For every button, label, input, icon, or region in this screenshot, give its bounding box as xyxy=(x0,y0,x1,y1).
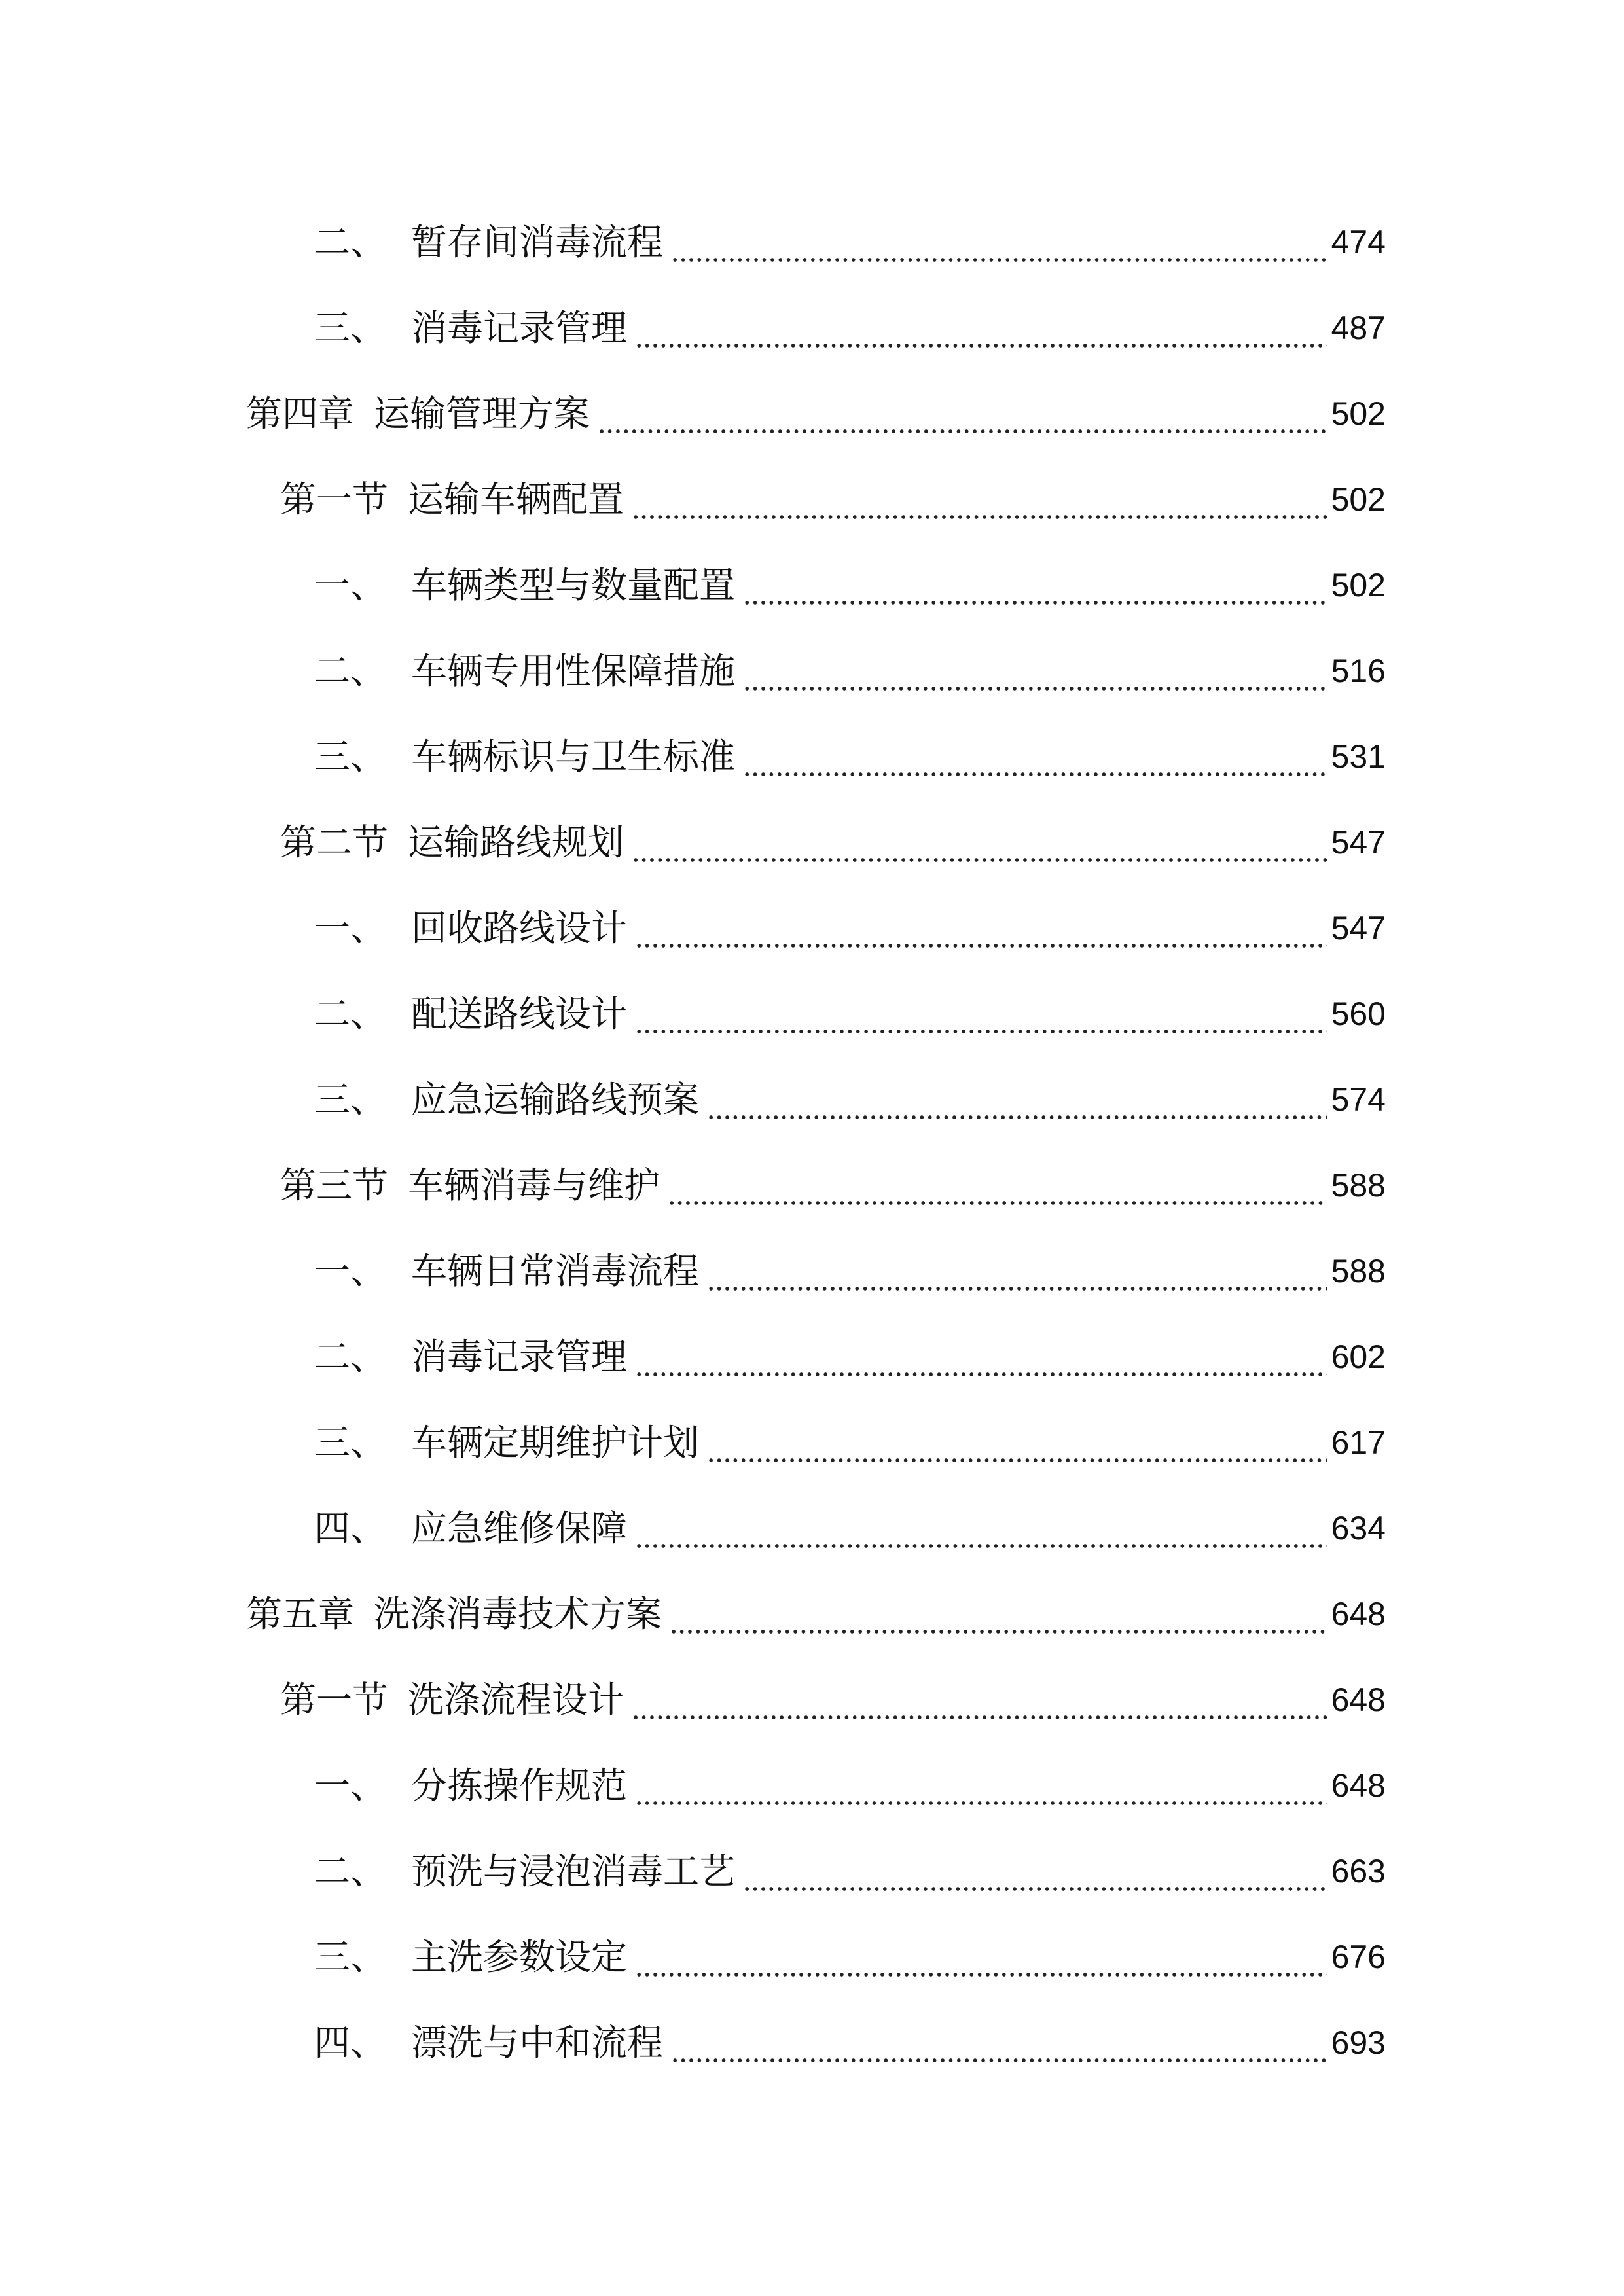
dot-leader xyxy=(635,984,1327,1043)
toc-entry-title: 消毒记录管理 xyxy=(411,1336,628,1378)
dot-leader xyxy=(707,1242,1327,1300)
toc-entry-page: 487 xyxy=(1331,310,1386,346)
dot-leader xyxy=(632,1670,1327,1729)
dot-leader xyxy=(743,727,1327,786)
toc-entry-number: 一、 xyxy=(314,1250,387,1292)
toc-entry-number: 三、 xyxy=(314,307,387,349)
dot-leader xyxy=(743,556,1327,615)
toc-entry-number: 三、 xyxy=(314,1422,387,1463)
toc-entry-number: 二、 xyxy=(314,221,387,263)
toc-entry-page: 531 xyxy=(1331,738,1386,775)
toc-entry[interactable] xyxy=(0,813,1624,872)
toc-entry-page: 516 xyxy=(1331,653,1386,689)
toc-entry-number: 二、 xyxy=(314,1850,387,1892)
toc-entry-title: 运输车辆配置 xyxy=(408,478,624,520)
toc-entry[interactable] xyxy=(0,1756,1624,1815)
toc-entry-title: 车辆专用性保障措施 xyxy=(411,650,736,692)
dot-leader xyxy=(707,1413,1327,1472)
dot-leader xyxy=(598,384,1327,443)
toc-entry[interactable] xyxy=(0,298,1624,357)
toc-entry-number: 三、 xyxy=(314,736,387,778)
toc-entry-title: 运输路线规划 xyxy=(408,821,624,863)
toc-entry-title: 预洗与浸泡消毒工艺 xyxy=(411,1850,736,1892)
toc-entry-number: 二、 xyxy=(314,650,387,692)
toc-entry-number: 三、 xyxy=(314,1079,387,1121)
dot-leader xyxy=(635,1928,1327,1986)
toc-entry-title: 主洗参数设定 xyxy=(411,1936,628,1978)
toc-entry-title: 暂存间消毒流程 xyxy=(411,221,664,263)
toc-entry[interactable] xyxy=(0,556,1624,615)
toc-entry-page: 502 xyxy=(1331,567,1386,603)
dot-leader xyxy=(635,298,1327,357)
dot-leader xyxy=(635,1499,1327,1558)
toc-entry-number: 二、 xyxy=(314,1336,387,1378)
toc-entry-page: 547 xyxy=(1331,824,1386,861)
toc-entry-number: 第一节 xyxy=(280,478,389,520)
dot-leader xyxy=(671,213,1327,272)
toc-entry-number: 第四章 xyxy=(246,393,355,435)
toc-entry[interactable] xyxy=(0,1670,1624,1729)
toc-entry-title: 漂洗与中和流程 xyxy=(411,2022,664,2064)
dot-leader xyxy=(632,470,1327,529)
toc-entry[interactable] xyxy=(0,213,1624,272)
toc-entry-number: 第五章 xyxy=(246,1593,355,1635)
toc-entry-page: 676 xyxy=(1331,1939,1386,1975)
toc-entry[interactable] xyxy=(0,899,1624,958)
toc-entry[interactable] xyxy=(0,1413,1624,1472)
toc-entry-title: 应急运输路线预案 xyxy=(411,1079,700,1121)
toc-entry-number: 四、 xyxy=(314,1507,387,1549)
toc-entry-page: 648 xyxy=(1331,1681,1386,1718)
toc-entry-page: 648 xyxy=(1331,1596,1386,1632)
toc-entry-number: 一、 xyxy=(314,907,387,949)
toc-entry-title: 车辆标识与卫生标准 xyxy=(411,736,736,778)
toc-entry-title: 车辆类型与数量配置 xyxy=(411,564,736,606)
toc-entry-page: 574 xyxy=(1331,1081,1386,1118)
toc-entry-page: 588 xyxy=(1331,1253,1386,1289)
toc-entry-page: 617 xyxy=(1331,1424,1386,1461)
toc-entry-number: 二、 xyxy=(314,993,387,1035)
toc-entry-number: 一、 xyxy=(314,1765,387,1806)
toc-entry-page: 648 xyxy=(1331,1767,1386,1804)
dot-leader xyxy=(671,2013,1327,2072)
toc-entry-number: 第二节 xyxy=(280,821,389,863)
toc-entry[interactable] xyxy=(0,1242,1624,1300)
toc-entry-page: 634 xyxy=(1331,1510,1386,1547)
toc-entry-title: 回收路线设计 xyxy=(411,907,628,949)
dot-leader xyxy=(743,641,1327,700)
toc-entry[interactable] xyxy=(0,1327,1624,1386)
toc-entry-page: 502 xyxy=(1331,395,1386,432)
toc-entry[interactable] xyxy=(0,727,1624,786)
toc-entry-number: 四、 xyxy=(314,2022,387,2064)
toc-entry-title: 配送路线设计 xyxy=(411,993,628,1035)
toc-entry[interactable] xyxy=(0,470,1624,529)
toc-entry-title: 应急维修保障 xyxy=(411,1507,628,1549)
dot-leader xyxy=(707,1070,1327,1129)
dot-leader xyxy=(743,1842,1327,1901)
toc-entry-number: 第一节 xyxy=(280,1679,389,1721)
toc-entry-page: 663 xyxy=(1331,1853,1386,1890)
toc-entry[interactable] xyxy=(0,1156,1624,1215)
toc-entry-number: 第三节 xyxy=(280,1164,389,1206)
toc-entry-title: 洗涤流程设计 xyxy=(408,1679,624,1721)
toc-entry[interactable] xyxy=(0,1928,1624,1986)
toc-entry-page: 693 xyxy=(1331,2024,1386,2061)
toc-entry-page: 560 xyxy=(1331,996,1386,1032)
toc-entry-number: 三、 xyxy=(314,1936,387,1978)
toc-entry[interactable] xyxy=(0,1499,1624,1558)
toc-entry-title: 车辆日常消毒流程 xyxy=(411,1250,700,1292)
toc-entry-title: 车辆消毒与维护 xyxy=(408,1164,660,1206)
dot-leader xyxy=(635,1327,1327,1386)
toc-entry[interactable] xyxy=(0,1585,1624,1643)
toc-entry-title: 洗涤消毒技术方案 xyxy=(374,1593,662,1635)
toc-entry[interactable] xyxy=(0,641,1624,700)
toc-entry[interactable] xyxy=(0,2013,1624,2072)
toc-entry-title: 分拣操作规范 xyxy=(411,1765,628,1806)
toc-entry-title: 车辆定期维护计划 xyxy=(411,1422,700,1463)
toc-entry-title: 消毒记录管理 xyxy=(411,307,628,349)
toc-entry-page: 588 xyxy=(1331,1167,1386,1204)
dot-leader xyxy=(668,1156,1327,1215)
toc-entry[interactable] xyxy=(0,1070,1624,1129)
dot-leader xyxy=(635,1756,1327,1815)
toc-entry-page: 547 xyxy=(1331,910,1386,946)
toc-entry-title: 运输管理方案 xyxy=(374,393,590,435)
dot-leader xyxy=(632,813,1327,872)
toc-entry-page: 602 xyxy=(1331,1338,1386,1375)
dot-leader xyxy=(670,1585,1327,1643)
toc-entry[interactable] xyxy=(0,984,1624,1043)
toc-entry[interactable] xyxy=(0,384,1624,443)
toc-entry-number: 一、 xyxy=(314,564,387,606)
toc-entry-page: 502 xyxy=(1331,481,1386,518)
toc-entry-page: 474 xyxy=(1331,224,1386,260)
dot-leader xyxy=(635,899,1327,958)
toc-entry[interactable] xyxy=(0,1842,1624,1901)
